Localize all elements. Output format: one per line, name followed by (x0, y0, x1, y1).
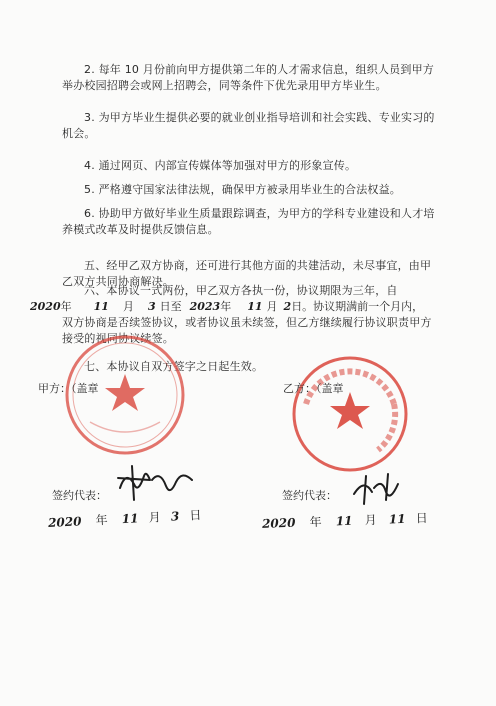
term-continuation: 双方协商是否续签协议，或者协议虽未续签，但乙方继续履行协议职责甲方接受的视同协议续签。 (62, 316, 432, 345)
clause-seven: 七、本协议自双方签字之日起生效。 (84, 360, 264, 373)
yue-1: 月 (122, 300, 134, 313)
party-a-signature (112, 458, 200, 506)
date-a-nian: 年 (95, 512, 109, 528)
date-a-yue: 月 (148, 510, 162, 525)
ri-zhi: 日至 (159, 300, 182, 313)
term-date-line (30, 299, 450, 315)
date-b-year: 2020 (261, 515, 296, 531)
start-month: 11 (93, 300, 109, 313)
date-a-month: 11 (121, 511, 139, 527)
party-b-label: 乙方：（盖章 (283, 382, 344, 395)
end-month: 11 (247, 300, 263, 313)
party-b-seal (288, 352, 412, 476)
date-a (48, 506, 202, 531)
date-b-ri: 日 (415, 511, 429, 526)
date-b-yue: 月 (364, 512, 377, 528)
paragraph-3: 3. 为甲方毕业生提供必要的就业创业指导培训和社会实践、专业实习的机会。 (62, 111, 435, 140)
start-year: 2020 (30, 300, 61, 313)
clause-six: 六、本协议一式两份，甲乙双方各执一份，协议期限为三年，自 (84, 284, 398, 297)
date-a-day: 3 (170, 509, 180, 524)
end-day: 2 (283, 300, 292, 313)
term-tail: 日。协议期满前一个月内， (291, 300, 424, 313)
date-a-year: 2020 (47, 514, 82, 531)
end-year: 2023 (189, 300, 221, 313)
paragraph-5: 5. 严格遵守国家法律法规，确保甲方被录用毕业生的合法权益。 (84, 183, 401, 196)
date-b-day: 11 (388, 511, 406, 527)
party-a-label: 甲方：（盖章 (38, 382, 99, 395)
nian-1: 年 (60, 300, 72, 313)
date-a-ri: 日 (189, 507, 202, 523)
paragraph-4: 4. 通过网页、内部宣传媒体等加强对甲方的形象宣传。 (84, 159, 357, 172)
clause-five: 五、经甲乙双方协商，还可进行其他方面的共建活动，未尽事宜，由甲乙双方共同协商解决。 (62, 259, 432, 288)
paragraph-6: 6. 协助甲方做好毕业生质量跟踪调查，为甲方的学科专业建设和人才培养模式改革及时提供反馈信息。 (62, 207, 435, 236)
date-b (262, 509, 428, 532)
nian-2: 年 (220, 300, 232, 313)
rep-label-a: 签约代表： (52, 489, 107, 502)
date-b-month: 11 (335, 513, 353, 529)
start-day: 3 (147, 300, 156, 313)
yue-2: 月 (266, 300, 278, 313)
rep-label-b: 签约代表： (282, 489, 337, 502)
date-b-nian: 年 (309, 514, 322, 530)
party-b-signature (348, 470, 404, 508)
paragraph-2: 2. 每年 10 月份前向甲方提供第二年的人才需求信息，组织人员到甲方举办校园招聘会或网上招聘会，同等条件下优先录用甲方毕业生。 (62, 63, 434, 92)
